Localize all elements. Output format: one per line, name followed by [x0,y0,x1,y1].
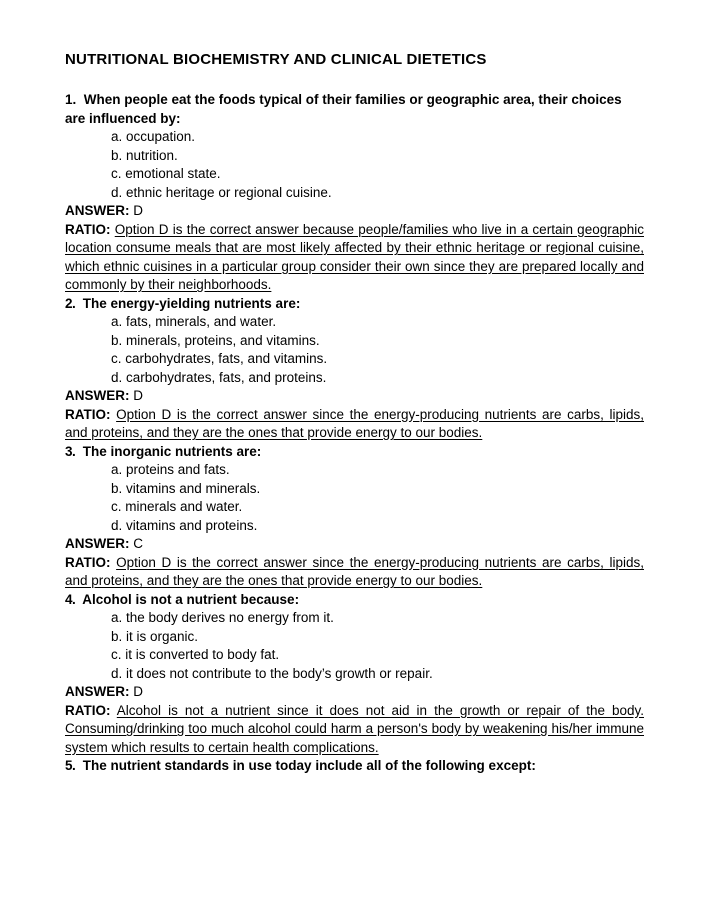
option-list-2 [65,313,644,387]
answer-line-3 [65,535,644,554]
answer-value-4: D [133,684,144,699]
ratio-line-3 [65,554,644,591]
question-stem-3 [65,443,644,462]
option-item[interactable]: a. fats, minerals, and water. [111,314,277,329]
option-item[interactable]: a. proteins and fats. [111,462,230,477]
answer-value-3: C [133,536,144,551]
option-item[interactable]: d. ethnic heritage or regional cuisine. [111,184,332,200]
option-item[interactable]: b. vitamins and minerals. [111,480,261,496]
option-item[interactable]: c. carbohydrates, fats, and vitamins. [111,351,328,366]
option-item[interactable]: c. minerals and water. [111,499,243,514]
answer-value-2: D [133,388,144,403]
question-text-3: The inorganic nutrients are: [82,443,262,459]
question-text-5: The nutrient standards in use today include all of the following except: [82,758,536,773]
option-item[interactable]: d. it does not contribute to the body’s growth or repair. [111,665,433,681]
question-text-2: The energy-yielding nutrients are: [82,295,301,311]
question-stem-4 [65,591,644,610]
question-stem-2 [65,295,644,314]
answer-value-1: D [133,203,144,218]
answer-line-4 [65,683,644,702]
option-list-1 [65,128,644,202]
question-number-1: 1. [65,92,77,107]
ratio-line-4 [65,702,644,758]
answer-line-1 [65,202,644,221]
option-item[interactable]: b. it is organic. [111,628,199,644]
question-text-1: When people eat the foods typical of their families or geographic area, their choices are influenced by: [65,92,622,126]
option-item[interactable]: b. minerals, proteins, and vitamins. [111,332,320,348]
option-item[interactable]: c. it is converted to body fat. [111,647,280,662]
ratio-label: RATIO: [65,554,111,570]
option-item[interactable]: c. emotional state. [111,166,221,181]
question-block-4 [65,591,644,758]
ratio-label: RATIO: [65,221,111,237]
option-item[interactable]: a. the body derives no energy from it. [111,610,334,625]
ratio-text-1: Option D is the correct answer because people/families who live in a certain geographic location consume meals that are most likely affected by their ethnic heritage or regional cuisine, which ethnic cuisines in a particular group consider their own since they are prepared locally and commonly by their neighborhoods. [65,221,644,292]
page-title: NUTRITIONAL BIOCHEMISTRY AND CLINICAL DIETETICS [65,51,487,68]
ratio-line-1 [65,221,644,295]
option-item[interactable]: a. occupation. [111,129,196,144]
question-text-4: Alcohol is not a nutrient because: [82,591,300,607]
question-block-3 [65,443,644,591]
answer-label: ANSWER: [65,536,130,551]
option-list-4 [65,609,644,683]
question-block-1 [65,91,644,295]
question-number-5: 5. [65,758,76,773]
answer-label: ANSWER: [65,203,130,218]
answer-label: ANSWER: [65,388,130,403]
question-number-4: 4. [65,591,76,607]
option-item[interactable]: b. nutrition. [111,147,178,163]
question-number-2: 2. [65,295,76,311]
question-stem-5 [65,757,644,776]
answer-line-2 [65,387,644,406]
ratio-text-3: Option D is the correct answer since the energy-producing nutrients are carbs, lipids, and proteins, and they are the ones that provide energy to our bodies. [65,554,644,588]
question-stem-1 [65,91,644,128]
option-item[interactable]: d. vitamins and proteins. [111,517,258,533]
ratio-text-2: Option D is the correct answer since the energy-producing nutrients are carbs, lipids, and proteins, and they are the ones that provide energy to our bodies. [65,406,644,440]
ratio-label: RATIO: [65,702,111,718]
question-block-2 [65,295,644,443]
option-list-3 [65,461,644,535]
question-block-5 [65,757,644,776]
answer-label: ANSWER: [65,684,130,699]
ratio-line-2 [65,406,644,443]
question-number-3: 3. [65,443,76,459]
ratio-label: RATIO: [65,406,111,422]
option-item[interactable]: d. carbohydrates, fats, and proteins. [111,369,327,385]
ratio-text-4: Alcohol is not a nutrient since it does not aid in the growth or repair of the body. Consuming/drinking too much alcohol could harm a person's body by weakening his/her immune system which results to certain health complications. [65,702,644,755]
